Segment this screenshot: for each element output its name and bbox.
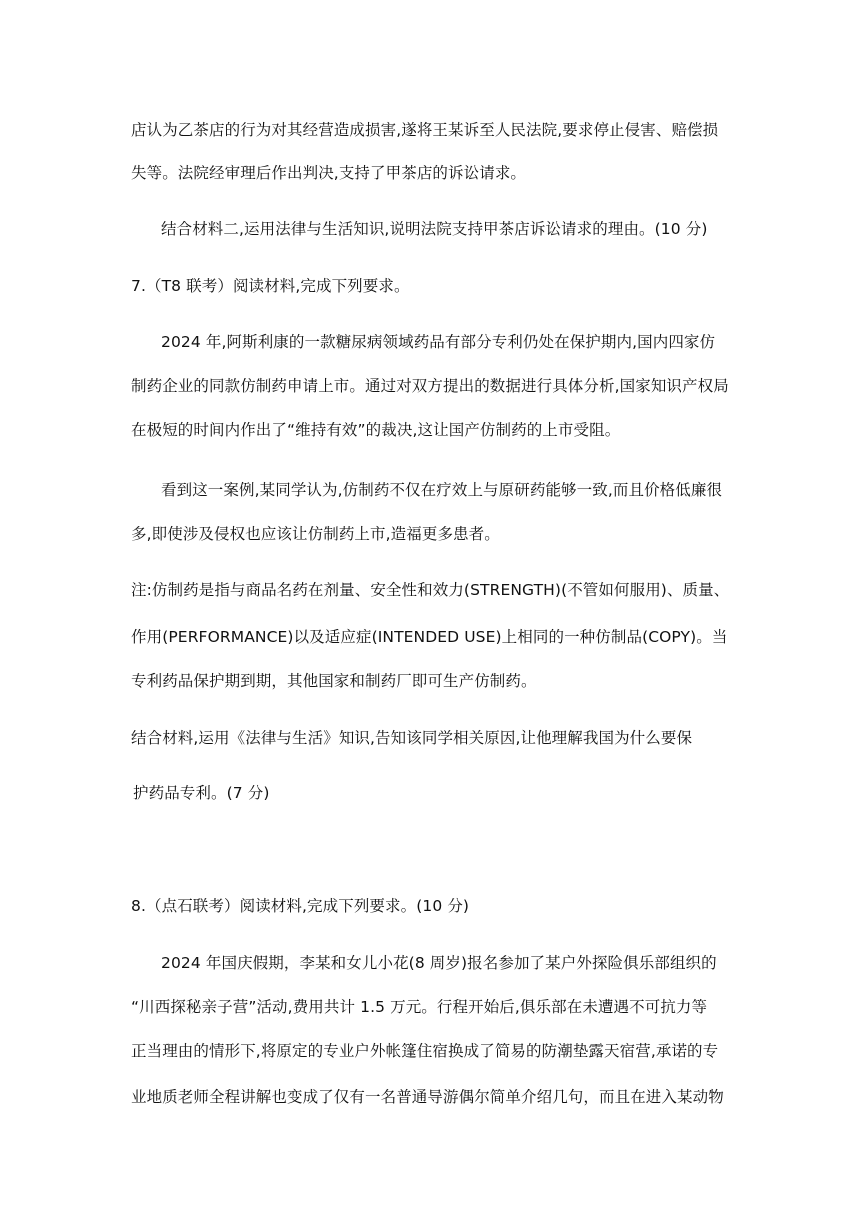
text-line-5: 2024 年,阿斯利康的一款糖尿病领域药品有部分专利仍处在保护期内,国内四家仿 <box>161 333 716 351</box>
text-line-1: 店认为乙茶店的行为对其经营造成损害,遂将王某诉至人民法院,要求停止侵害、赔偿损 <box>131 121 719 139</box>
text-line-17: “川西探秘亲子营”活动,费用共计 1.5 万元。行程开始后,俱乐部在未遭遇不可抗力等 <box>131 998 708 1016</box>
note-line-2: 作用(PERFORMANCE)以及适应症(INTENDED USE)上相同的一种仿制品(COPY)。当 <box>131 628 728 646</box>
question-7-heading: 7.（T8 联考）阅读材料,完成下列要求。 <box>131 277 410 295</box>
text-line-2: 失等。法院经审理后作出判决,支持了甲茶店的诉讼请求。 <box>131 164 527 182</box>
text-line-3: 结合材料二,运用法律与生活知识,说明法院支持甲茶店诉讼请求的理由。(10 分) <box>161 220 708 238</box>
text-line-8: 看到这一案例,某同学认为,仿制药不仅在疗效上与原研药能够一致,而且价格低廉很 <box>161 481 723 499</box>
task-line-2: 护药品专利。(7 分) <box>133 784 270 802</box>
text-line-16: 2024 年国庆假期，李某和女儿小花(8 周岁)报名参加了某户外探险俱乐部组织的 <box>161 954 717 972</box>
note-line-3: 专利药品保护期到期，其他国家和制药厂即可生产仿制药。 <box>131 672 537 690</box>
note-line-1: 注:仿制药是指与商品名药在剂量、安全性和效力(STRENGTH)(不管如何服用)、质量、 <box>131 581 730 599</box>
text-line-19: 业地质老师全程讲解也变成了仅有一名普通导游偶尔简单介绍几句，而且在进入某动物 <box>131 1088 724 1106</box>
text-line-9: 多,即使涉及侵权也应该让仿制药上市,造福更多患者。 <box>131 525 500 543</box>
text-line-7: 在极短的时间内作出了“维持有效”的裁决,这让国产仿制药的上市受阻。 <box>131 421 621 439</box>
task-line-1: 结合材料,运用《法律与生活》知识,告知该同学相关原因,让他理解我国为什么要保 <box>131 729 693 747</box>
question-8-heading: 8.（点石联考）阅读材料,完成下列要求。(10 分) <box>131 897 470 915</box>
text-line-18: 正当理由的情形下,将原定的专业户外帐篷住宿换成了简易的防潮垫露天宿营,承诺的专 <box>131 1042 719 1060</box>
text-line-6: 制药企业的同款仿制药申请上市。通过对双方提出的数据进行具体分析,国家知识产权局 <box>131 377 729 395</box>
